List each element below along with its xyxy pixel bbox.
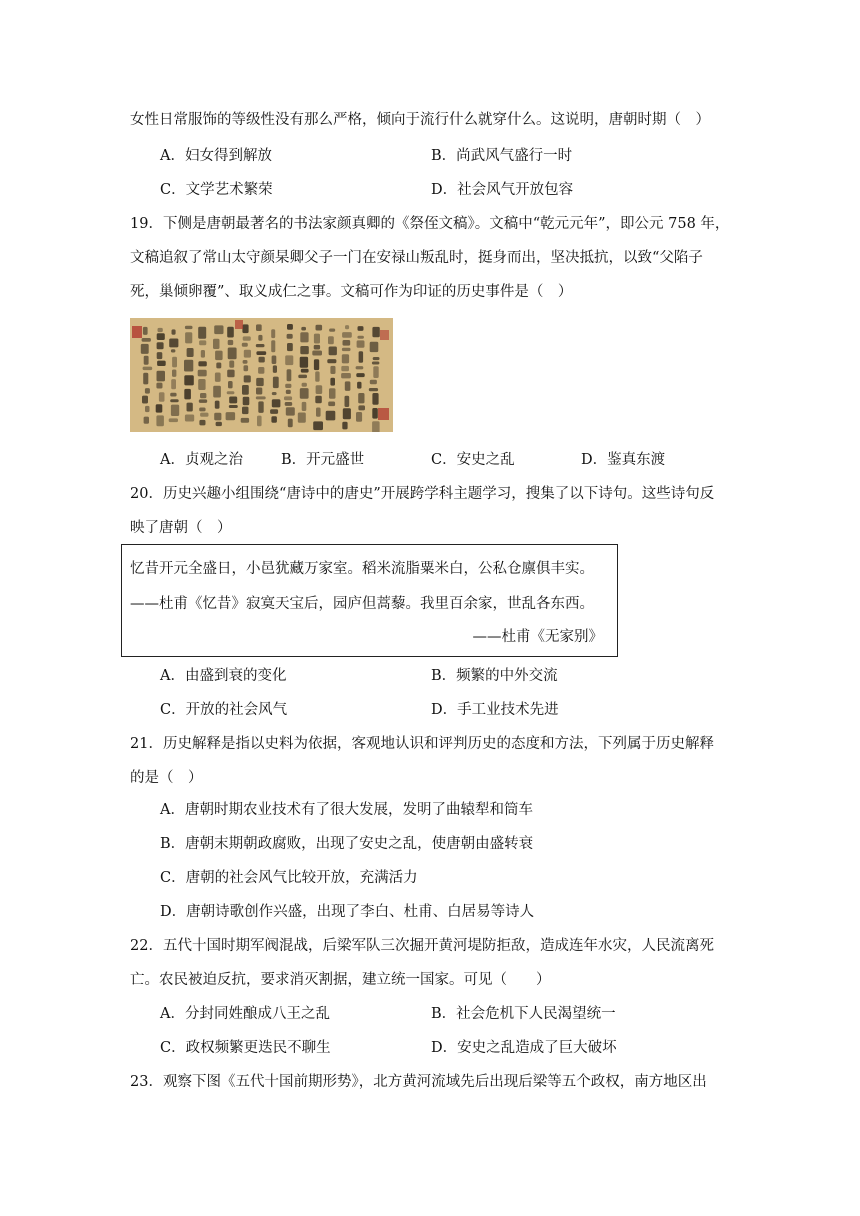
ink-stroke [242, 324, 248, 333]
question-22-line-2: 亡。农民被迫反抗，要求消灭割据，建立统一国家。可见（ ） [130, 972, 551, 988]
option-text: 手工业技术先进 [457, 702, 559, 718]
option-letter: B． [431, 668, 457, 684]
ink-stroke [187, 348, 194, 357]
ink-stroke [157, 342, 164, 349]
option-letter: A． [160, 148, 185, 164]
ink-stroke [342, 354, 349, 363]
ink-stroke [215, 401, 220, 409]
ink-stroke [169, 418, 178, 422]
q22-option-a [160, 1004, 330, 1024]
ink-stroke [316, 385, 323, 394]
option-letter: B． [431, 148, 457, 164]
ink-stroke [244, 350, 251, 358]
option-letter: B． [281, 452, 307, 468]
ink-stroke [369, 388, 378, 391]
option-text: 安史之乱 [456, 452, 515, 468]
ink-stroke [287, 343, 293, 351]
question-19-line-2: 文稿追叙了常山太守颜杲卿父子一门在安禄山叛乱时，挺身而出，坚决抵抗，以致“父陷子 [130, 250, 703, 266]
option-text: 由盛到衰的变化 [184, 668, 287, 684]
question-19-line-1: 19．下侧是唐朝最著名的书法家颜真卿的《祭侄文稿》。文稿中“乾元元年”，即公元 758 年， [130, 216, 730, 232]
ink-stroke [215, 351, 223, 361]
q19-option-a [160, 450, 243, 470]
ink-stroke [184, 389, 191, 400]
ink-stroke [199, 399, 207, 403]
ink-stroke [229, 397, 237, 404]
ink-stroke [198, 361, 206, 366]
ink-stroke [329, 329, 335, 332]
ink-stroke [345, 325, 349, 329]
ink-stroke [285, 384, 291, 388]
q19-option-d [581, 450, 665, 470]
ink-stroke [172, 370, 176, 377]
ink-stroke [359, 351, 364, 363]
ink-stroke [328, 402, 335, 407]
calligraphy-image [130, 318, 393, 432]
ink-stroke [156, 415, 164, 426]
ink-stroke [256, 351, 266, 355]
ink-stroke [172, 357, 177, 368]
ink-stroke [312, 351, 322, 356]
question-22-line-1: 22．五代十国时期军阀混战，后梁军队三次掘开黄河堤防拒敌，造成连年水灾，人民流离死 [130, 938, 714, 954]
option-text: 开放的社会风气 [185, 702, 288, 718]
ink-stroke [228, 381, 233, 388]
q18-option-a [160, 146, 272, 166]
ink-stroke [329, 347, 337, 356]
ink-stroke [328, 336, 334, 344]
ink-stroke [157, 361, 166, 366]
q20-option-a [160, 666, 286, 686]
option-letter: A． [160, 668, 185, 684]
q21-option-c [160, 868, 418, 888]
question-20-line-1: 20．历史兴趣小组围绕“唐诗中的唐史”开展跨学科主题学习，搜集了以下诗句。这些诗句反 [130, 486, 715, 502]
ink-stroke [226, 412, 236, 420]
option-text: 安史之乱造成了巨大破坏 [457, 1040, 617, 1056]
ink-stroke [227, 391, 235, 394]
ink-stroke [143, 367, 153, 371]
ink-stroke [287, 369, 292, 381]
ink-stroke [314, 345, 320, 350]
option-letter: D． [431, 702, 458, 718]
ink-stroke [258, 367, 264, 374]
option-text: 唐朝的社会风气比较开放，充满活力 [185, 870, 418, 886]
ink-stroke [258, 335, 262, 341]
ink-stroke [358, 405, 365, 410]
option-text: 妇女得到解放 [184, 148, 272, 164]
option-letter: C． [160, 182, 186, 198]
ink-stroke [343, 408, 351, 419]
option-letter: B． [431, 1006, 457, 1022]
ink-stroke [229, 405, 238, 408]
option-text: 文学艺术繁荣 [185, 182, 273, 198]
option-text: 频繁的中外交流 [456, 668, 558, 684]
q19-option-b [281, 450, 364, 470]
ink-stroke [228, 340, 234, 345]
ink-stroke [300, 332, 308, 342]
option-text: 唐朝末期朝政腐败，出现了安史之乱，使唐朝由盛转衰 [185, 836, 534, 852]
ink-stroke [171, 349, 176, 352]
option-letter: D． [431, 1040, 458, 1056]
ink-stroke [256, 324, 262, 331]
ink-stroke [314, 359, 319, 370]
ink-stroke [158, 328, 163, 332]
ink-stroke [243, 397, 250, 406]
ink-stroke [243, 360, 248, 364]
ink-stroke [259, 357, 265, 363]
ink-stroke [159, 392, 165, 402]
ink-stroke [157, 333, 165, 340]
ink-stroke [170, 393, 176, 397]
ink-stroke [330, 378, 335, 386]
ink-stroke [270, 409, 278, 414]
poem-attribution: ——杜甫《无家别》 [472, 629, 603, 645]
option-letter: D． [431, 182, 458, 198]
ink-stroke [342, 332, 352, 338]
ink-stroke [329, 388, 336, 398]
ink-stroke [227, 370, 234, 378]
ink-stroke [300, 346, 309, 354]
option-letter: A． [160, 452, 185, 468]
ink-stroke [201, 350, 205, 358]
ink-stroke [157, 371, 166, 382]
ink-stroke [342, 422, 347, 430]
q21-option-d [160, 902, 534, 922]
ink-stroke [156, 383, 162, 389]
ink-stroke [242, 343, 248, 347]
ink-stroke [287, 334, 293, 339]
ink-stroke [314, 334, 320, 344]
q22-option-b [431, 1004, 616, 1024]
q21-option-a [160, 800, 533, 820]
ink-stroke [241, 418, 249, 423]
ink-stroke [327, 359, 336, 363]
ink-stroke [169, 339, 178, 348]
option-text: 唐朝诗歌创作兴盛，出现了李白、杜甫、白居易等诗人 [186, 904, 535, 920]
ink-stroke [301, 327, 306, 331]
ink-stroke [273, 365, 277, 373]
ink-stroke [373, 357, 380, 360]
ink-stroke [271, 340, 275, 352]
ink-stroke [256, 378, 264, 386]
ink-stroke [185, 326, 193, 329]
ink-stroke [302, 383, 307, 387]
ink-stroke [272, 392, 277, 395]
ink-stroke [345, 396, 350, 407]
poem-box [121, 544, 618, 657]
ink-stroke [326, 411, 336, 421]
ink-stroke [171, 379, 176, 389]
option-text: 尚武风气盛行一时 [456, 148, 573, 164]
calligraphy-manuscript-illustration [130, 318, 393, 432]
ink-stroke [357, 382, 361, 389]
ink-stroke [315, 371, 319, 381]
ink-stroke [372, 421, 380, 432]
ink-stroke [288, 419, 293, 428]
question-20-line-2: 映了唐朝（ ） [130, 520, 232, 536]
ink-stroke [214, 325, 223, 334]
ink-stroke [242, 385, 249, 395]
ink-stroke [372, 362, 380, 365]
ink-stroke [143, 327, 148, 335]
ink-stroke [244, 365, 249, 371]
ink-stroke [198, 379, 205, 390]
ink-stroke [341, 373, 351, 378]
option-text: 政权频繁更迭民不聊生 [185, 1040, 331, 1056]
ink-stroke [357, 336, 364, 339]
ink-stroke [187, 403, 193, 412]
ink-stroke [298, 375, 307, 379]
ink-stroke [198, 327, 206, 339]
ink-stroke [357, 340, 365, 347]
option-letter: B． [160, 836, 186, 852]
q18-option-c [160, 180, 273, 200]
ink-stroke [272, 399, 281, 407]
q21-option-b [160, 834, 533, 854]
option-text: 社会危机下人民渴望统一 [456, 1006, 616, 1022]
ink-stroke [358, 326, 364, 331]
ink-stroke [370, 380, 377, 384]
poem-line-1: 忆昔开元全盛日，小邑犹藏万家室。稻米流脂粟米白，公私仓廪俱丰实。 [130, 561, 594, 577]
ink-stroke [301, 369, 309, 373]
q22-option-d [431, 1038, 617, 1058]
ink-stroke [372, 327, 379, 337]
ink-stroke [315, 396, 322, 404]
ink-stroke [358, 393, 364, 403]
ink-stroke [199, 408, 205, 412]
ink-stroke [242, 407, 249, 415]
ink-stroke [286, 407, 295, 415]
ink-stroke [356, 412, 362, 422]
ink-stroke [313, 421, 323, 430]
ink-stroke [258, 401, 263, 413]
ink-stroke [370, 342, 379, 352]
question-21-line-1: 21．历史解释是指以史料为依据，客观地认识和评判历史的态度和方法，下列属于历史解释 [130, 736, 714, 752]
q20-option-d [431, 700, 559, 720]
ink-stroke [143, 373, 148, 385]
ink-stroke [256, 388, 262, 395]
question-21-line-2: 的是（ ） [130, 770, 203, 786]
ink-stroke [145, 406, 150, 412]
ink-stroke [300, 388, 309, 399]
ink-stroke [185, 415, 194, 422]
ink-stroke [372, 393, 378, 405]
ink-stroke [170, 399, 179, 402]
ink-stroke [142, 338, 151, 342]
ink-stroke [256, 344, 265, 347]
ink-stroke [343, 340, 351, 346]
ink-stroke [284, 396, 292, 400]
q18-option-b [431, 146, 572, 166]
option-text: 社会风气开放包容 [457, 182, 574, 198]
option-letter: D． [581, 452, 608, 468]
ink-stroke [184, 360, 193, 372]
ink-stroke [330, 366, 335, 374]
ink-stroke [302, 402, 307, 411]
ink-stroke [373, 366, 378, 378]
q20-option-c [160, 700, 287, 720]
ink-stroke [171, 405, 179, 416]
option-letter: A． [160, 802, 185, 818]
ink-stroke [273, 377, 279, 389]
ink-stroke [214, 413, 221, 421]
q18-option-d [431, 180, 573, 200]
question-18-stem-tail: 女性日常服饰的等级性没有那么严格，倾向于流行什么就穿什么。这说明，唐朝时期（ ） [130, 112, 710, 128]
ink-stroke [185, 332, 192, 343]
ink-stroke [244, 375, 251, 382]
ink-stroke [144, 417, 149, 424]
ink-stroke [300, 357, 308, 368]
ink-stroke [172, 329, 176, 334]
ink-stroke [356, 366, 364, 369]
ink-stroke [156, 404, 163, 412]
ink-stroke [285, 355, 293, 365]
ink-stroke [372, 408, 378, 419]
option-letter: C． [160, 702, 186, 718]
ink-stroke [184, 375, 194, 385]
option-letter: D． [160, 904, 187, 920]
ink-stroke [316, 325, 323, 331]
ink-stroke [145, 388, 150, 394]
ink-stroke [144, 356, 149, 365]
q22-option-c [160, 1038, 331, 1058]
ink-stroke [341, 366, 349, 371]
ink-stroke [213, 386, 221, 398]
q19-option-c [431, 450, 515, 470]
option-letter: C． [160, 870, 186, 886]
ink-stroke [215, 373, 221, 382]
ink-stroke [200, 413, 208, 417]
ink-stroke [285, 402, 293, 406]
ink-stroke [142, 396, 148, 404]
ink-stroke [257, 416, 262, 427]
ink-stroke [345, 381, 351, 391]
option-text: 鉴真东渡 [607, 452, 666, 468]
ink-stroke [199, 340, 206, 345]
ink-stroke [256, 396, 266, 399]
ink-stroke [243, 336, 251, 340]
ink-stroke [298, 413, 306, 423]
option-text: 分封同姓酿成八王之乱 [184, 1006, 330, 1022]
ink-stroke [141, 344, 149, 354]
ink-stroke [342, 348, 351, 351]
ink-stroke [227, 327, 234, 338]
ink-stroke [287, 324, 293, 330]
ink-stroke [199, 420, 205, 426]
ink-stroke [286, 390, 291, 394]
ink-stroke [216, 422, 222, 426]
ink-stroke [272, 356, 277, 365]
ink-stroke [200, 393, 206, 398]
ink-stroke [356, 373, 364, 377]
q20-option-b [431, 666, 558, 686]
ink-stroke [228, 348, 237, 360]
option-letter: C． [160, 1040, 186, 1056]
ink-stroke [213, 339, 220, 349]
ink-stroke [316, 408, 321, 417]
option-letter: C． [431, 452, 457, 468]
ink-stroke [229, 361, 234, 368]
poem-line-2: ——杜甫《忆昔》寂寞天宝后，园庐但蒿藜。我里百余家，世乱各东西。 [130, 596, 594, 612]
ink-stroke [216, 363, 221, 369]
ink-stroke [198, 370, 207, 377]
question-19-line-3: 死，巢倾卵覆”、取义成仁之事。文稿可作为印证的历史事件是（ ） [130, 284, 573, 300]
option-text: 贞观之治 [184, 452, 243, 468]
ink-stroke [271, 329, 275, 338]
ink-stroke [157, 352, 163, 359]
option-letter: A． [160, 1006, 185, 1022]
ink-stroke [271, 416, 277, 423]
option-text: 开元盛世 [306, 452, 365, 468]
option-text: 唐朝时期农业技术有了很大发展，发明了曲辕犁和筒车 [184, 802, 533, 818]
question-23-line-1: 23．观察下图《五代十国前期形势》，北方黄河流域先后出现后梁等五个政权，南方地区出 [130, 1074, 707, 1090]
